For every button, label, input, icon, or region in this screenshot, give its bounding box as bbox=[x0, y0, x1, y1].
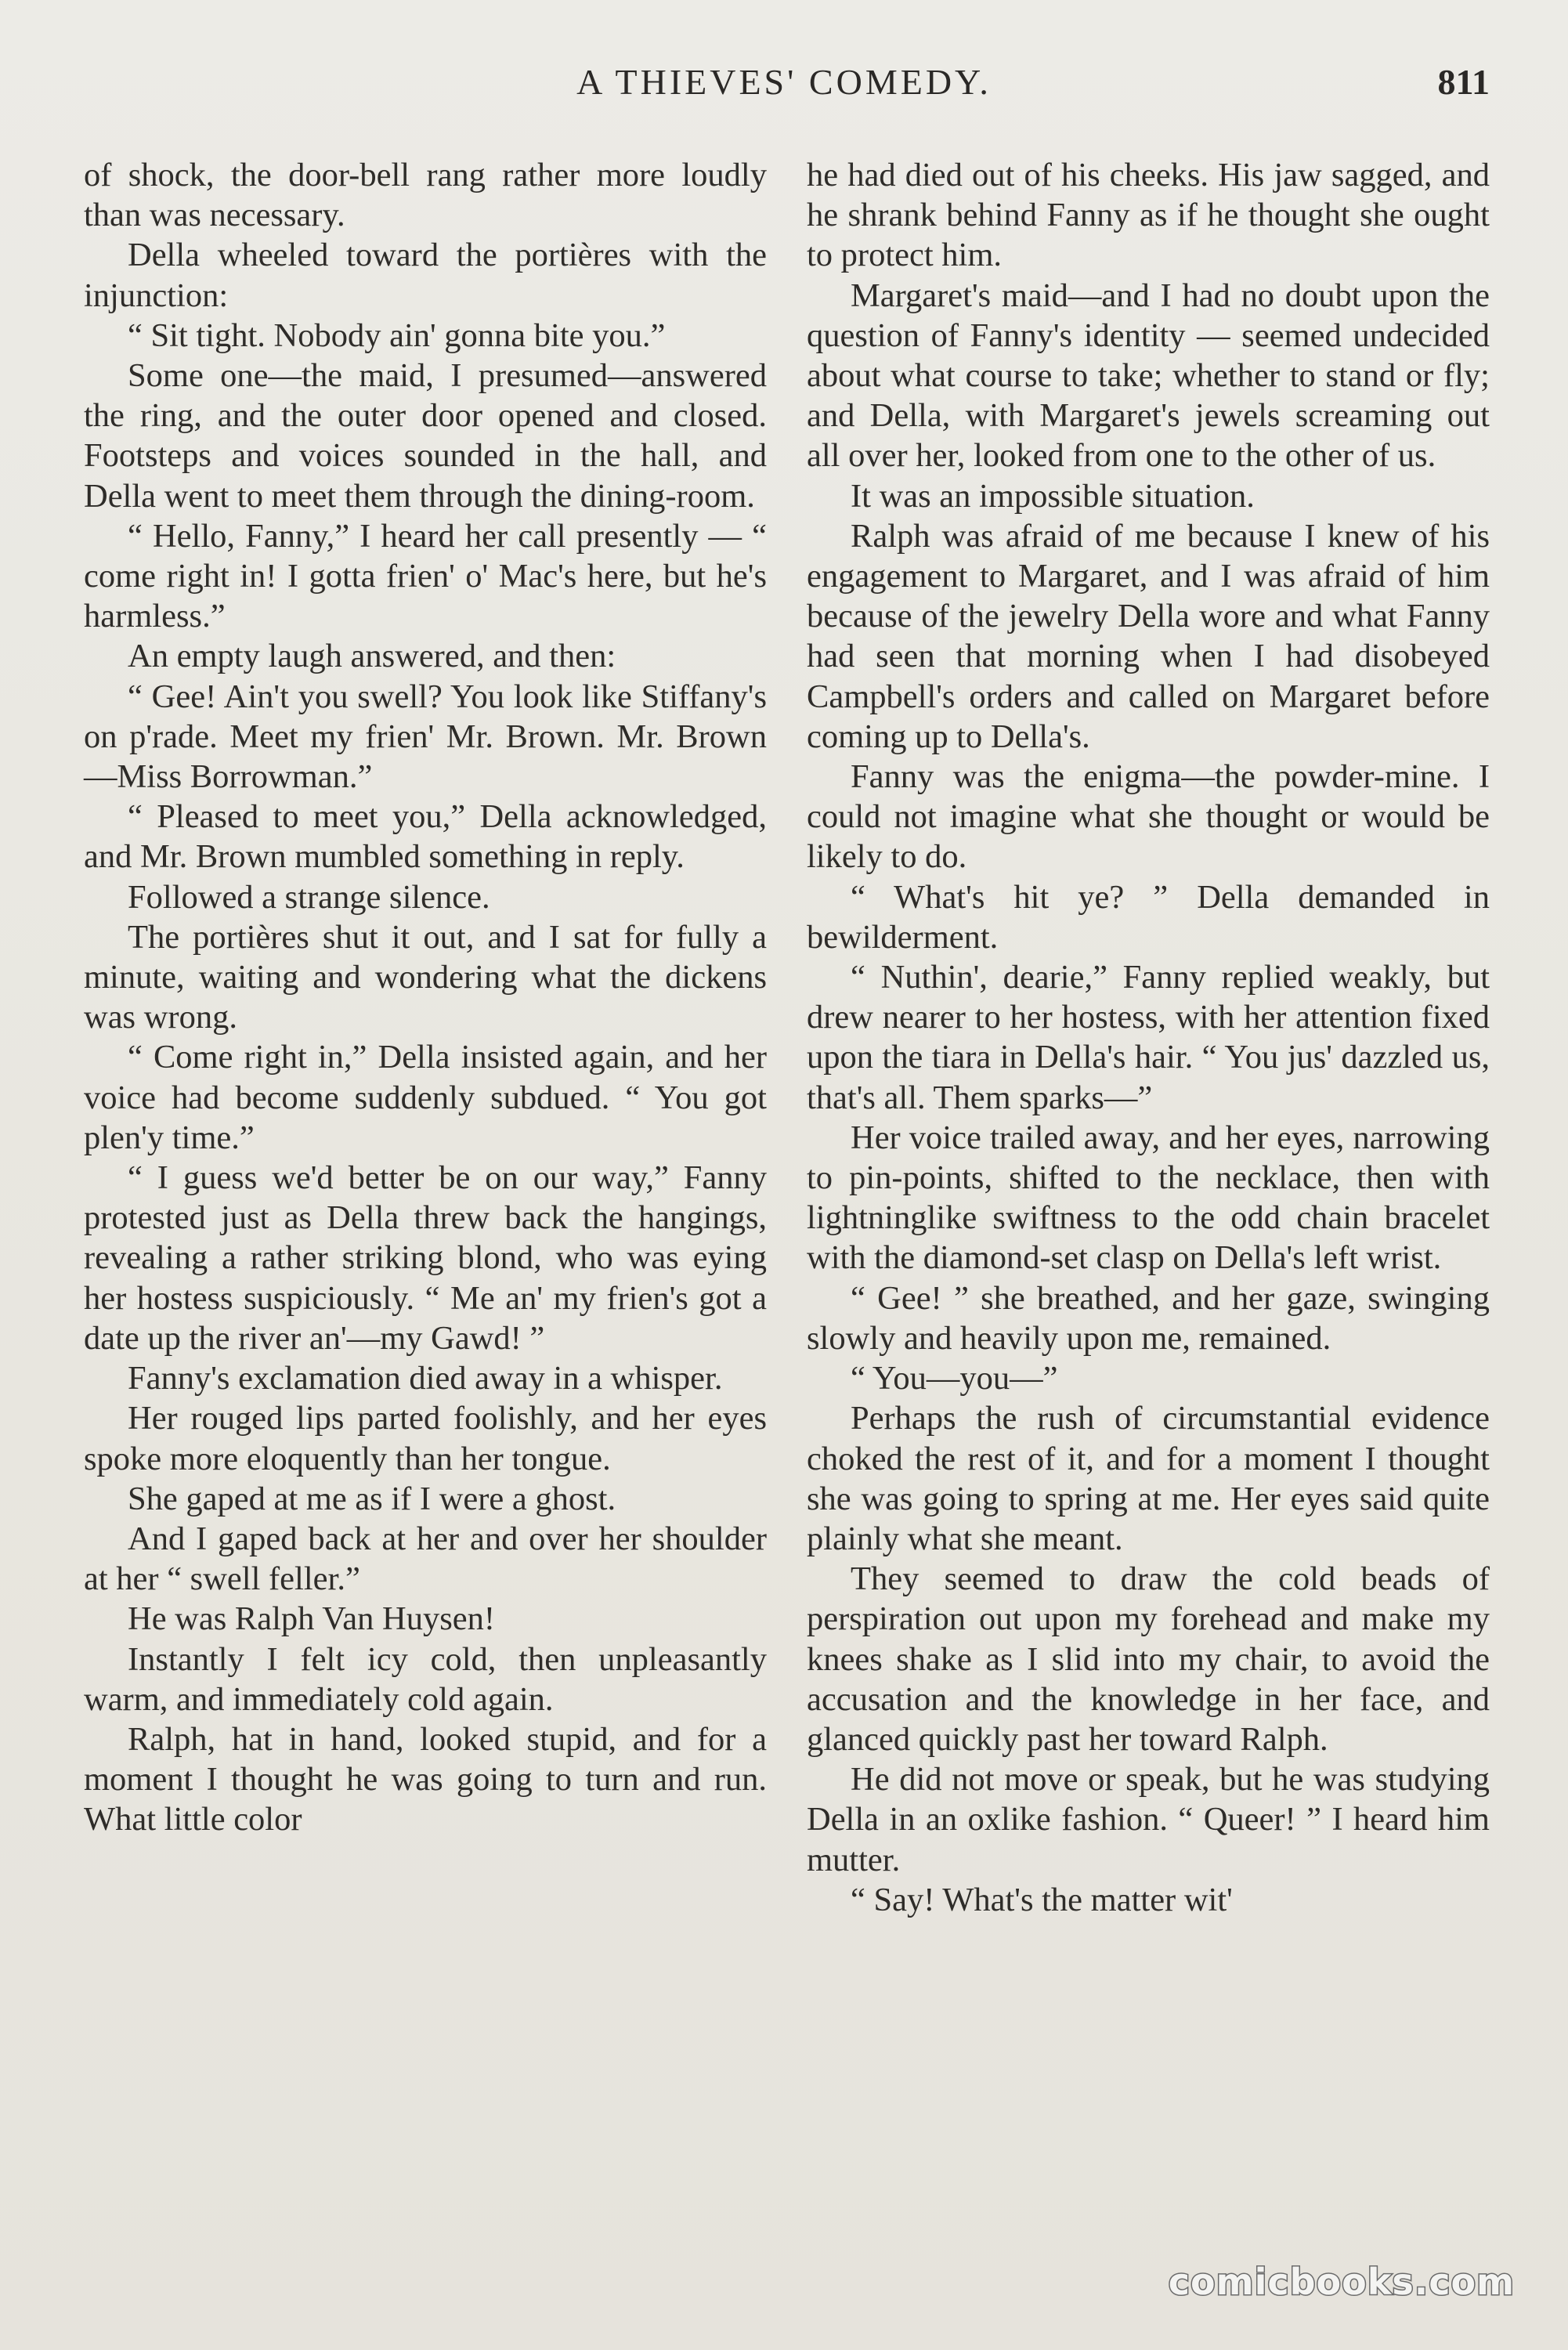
paragraph: He did not move or speak, but he was studying Della in an oxlike fashion. “ Queer! ” I heard him mutter. bbox=[807, 1761, 1490, 1878]
paragraph: Followed a strange silence. bbox=[128, 878, 490, 916]
paragraph: They seemed to draw the cold beads of perspiration out upon my forehead and make my knees shake as I slid into my chair, to avoid the accusation and the knowledge in her face, and glanced quickly past her toward Ralph. bbox=[807, 1560, 1490, 1758]
paragraph: It was an impossible situation. bbox=[851, 477, 1255, 515]
paragraph: “ You—you—” bbox=[851, 1360, 1058, 1397]
paragraph: “ Say! What's the matter wit' bbox=[851, 1881, 1233, 1918]
paragraph: Ralph was afraid of me because I knew of his engagement to Margaret, and I was afraid of him because of the jewelry Della wore and what Fanny had seen that morning when I had disobeyed Campbell's orders and called on Margaret before coming up to Della's. bbox=[807, 517, 1490, 755]
paragraph: Her voice trailed away, and her eyes, narrowing to pin-points, shifted to the necklace, then with lightninglike swiftness to the odd chain bracelet with the diamond-set clasp on Della's left wrist. bbox=[807, 1119, 1490, 1277]
paragraph: “ Gee! ” she breathed, and her gaze, swinging slowly and heavily upon me, remained. bbox=[807, 1279, 1490, 1357]
paragraph: “ What's hit ye? ” Della demanded in bewilderment. bbox=[807, 878, 1490, 956]
running-title: A THIEVES' COMEDY. bbox=[576, 62, 992, 102]
paragraph: he had died out of his cheeks. His jaw sagged, and he shrank behind Fanny as if he thought she ought to protect him. bbox=[807, 157, 1490, 274]
paragraph: Some one—the maid, I presumed—answered the ring, and the outer door opened and closed. Footsteps and voices sounded in the hall, and Della went to meet them through the dining-room. bbox=[84, 357, 767, 515]
paragraph: “ Hello, Fanny,” I heard her call presently — “ come right in! I gotta frien' o' Mac's here, but he's harmless.” bbox=[84, 517, 767, 635]
paragraph: “ Sit tight. Nobody ain' gonna bite you.” bbox=[128, 316, 666, 354]
paragraph: He was Ralph Van Huysen! bbox=[128, 1600, 495, 1638]
paragraph: And I gaped back at her and over her shoulder at her “ swell feller.” bbox=[84, 1520, 767, 1598]
paragraph: Ralph, hat in hand, looked stupid, and for a moment I thought he was going to turn and run. What little color bbox=[84, 1720, 767, 1838]
paragraph: The portières shut it out, and I sat for fully a minute, waiting and wondering what the dickens was wrong. bbox=[84, 918, 767, 1036]
paragraph: Fanny's exclamation died away in a whisper. bbox=[128, 1360, 723, 1397]
paragraph: of shock, the door-bell rang rather more loudly than was necessary. bbox=[84, 157, 767, 234]
left-column bbox=[84, 155, 767, 1840]
page-header bbox=[78, 61, 1490, 116]
watermark-logo: comicbooks.com bbox=[1168, 2261, 1515, 2303]
paragraph: Perhaps the rush of circumstantial evidence choked the rest of it, and for a moment I thought she was going to spring at me. Her eyes said quite plainly what she meant. bbox=[807, 1400, 1490, 1557]
paragraph: “ Nuthin', dearie,” Fanny replied weakly, but drew nearer to her hostess, with her attention fixed upon the tiara in Della's hair. “ You jus' dazzled us, that's all. Them sparks—” bbox=[807, 959, 1490, 1116]
paragraph: Instantly I felt icy cold, then unpleasantly warm, and immediately cold again. bbox=[84, 1640, 767, 1718]
right-column bbox=[807, 155, 1490, 1920]
paragraph: Her rouged lips parted foolishly, and her eyes spoke more eloquently than her tongue. bbox=[84, 1400, 767, 1477]
paragraph: An empty laugh answered, and then: bbox=[128, 638, 616, 675]
paragraph: She gaped at me as if I were a ghost. bbox=[128, 1480, 616, 1517]
paragraph: “ Come right in,” Della insisted again, and her voice had become suddenly subdued. “ You got plen'y time.” bbox=[84, 1039, 767, 1156]
paragraph: Margaret's maid—and I had no doubt upon the question of Fanny's identity — seemed undecided about what course to take; whether to stand or fly; and Della, with Margaret's jewels screaming out all over her, looked from one to the other of us. bbox=[807, 277, 1490, 475]
paragraph: “ I guess we'd better be on our way,” Fanny protested just as Della threw back the hangings, revealing a rather striking blond, who was eying her hostess suspiciously. “ Me an' my frien's got a date up the river an'—my Gawd! ” bbox=[84, 1159, 767, 1357]
paragraph: Della wheeled toward the portières with the injunction: bbox=[84, 237, 767, 314]
paragraph: “ Gee! Ain't you swell? You look like Stiffany's on p'rade. Meet my frien' Mr. Brown. Mr. Brown—Miss Borrowman.” bbox=[84, 678, 767, 796]
paragraph: Fanny was the enigma—the powder-mine. I could not imagine what she thought or would be likely to do. bbox=[807, 758, 1490, 876]
page-number: 811 bbox=[1437, 62, 1490, 102]
paragraph: “ Pleased to meet you,” Della acknowledged, and Mr. Brown mumbled something in reply. bbox=[84, 798, 767, 876]
